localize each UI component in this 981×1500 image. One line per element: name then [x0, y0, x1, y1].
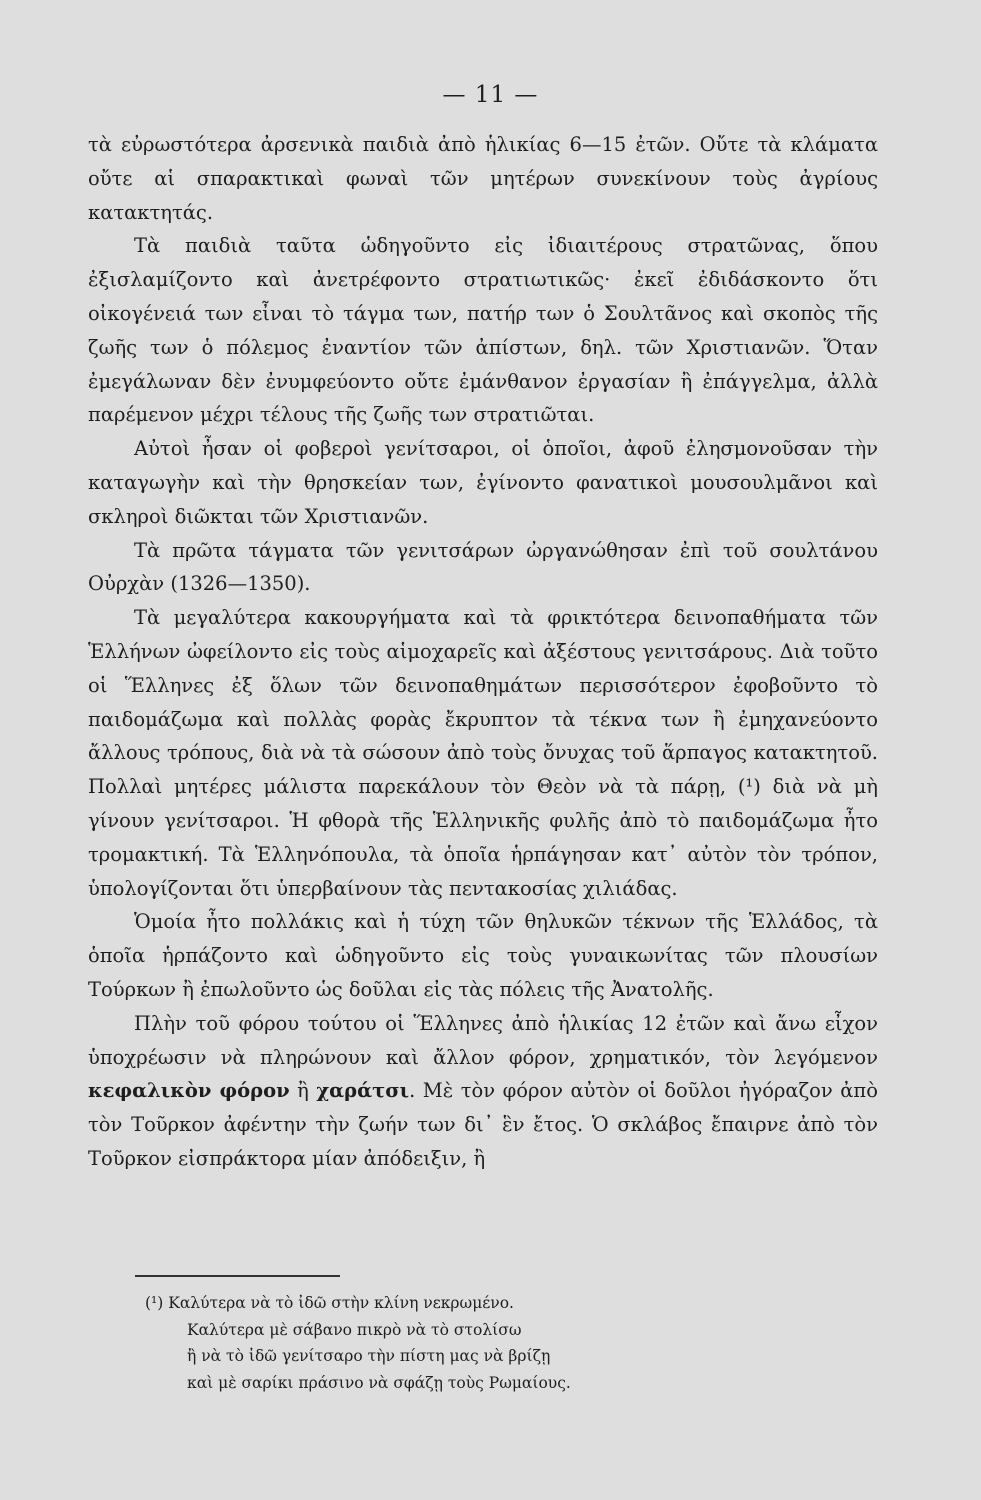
paragraph-2: Τὰ παιδιὰ ταῦτα ὡδηγοῦντο εἰς ἰδιαιτέρους στρατῶνας, ὅπου ἐξισλαμίζοντο καὶ ἀνετρέφοντο στρατιωτικῶς· ἐκεῖ ἐδιδάσκοντο ὅτι οἰκογένειά των εἶναι τὸ τάγμα των, πατήρ των ὁ Σουλτᾶνος καὶ σκοπὸς τῆς ζωῆς των ὁ πόλεμος ἐναντίον τῶν ἀπίστων, δηλ. τῶν Χριστιανῶν. Ὅταν ἐμεγάλωναν δὲν ἐνυμφεύοντο οὔτε ἐμάνθανον ἐργασίαν ἢ ἐπάγγελμα, ἀλλὰ παρέμενον μέχρι τέλους τῆς ζωῆς των στρατιῶται.	[88, 234, 878, 427]
term-kefalikos-foros: κεφαλικὸν φόρον	[88, 1079, 290, 1103]
paragraph-7	[88, 1007, 878, 1176]
footnote-line-4: καὶ μὲ σαρίκι πράσινο νὰ σφάζῃ τοὺς Ρωμαίους.	[187, 1373, 571, 1392]
page-number: — 11 —	[442, 82, 539, 108]
footnote-line-1-text: Καλύτερα νὰ τὸ ἰδῶ στὴν κλίνη νεκρωμένο.	[168, 1294, 514, 1312]
footnote-divider	[135, 1275, 340, 1277]
footnote-line-3: ἢ νὰ τὸ ἰδῶ γενίτσαρο τὴν πίστη μας νὰ βρίζῃ	[187, 1347, 551, 1365]
footnote-line-2: Καλύτερα μὲ σάβανο πικρὸ νὰ τὸ στολίσω	[187, 1320, 522, 1339]
paragraph-7-text-middle: ἢ	[289, 1079, 317, 1103]
footnote	[145, 1290, 705, 1396]
paragraph-7-text-before: Πλὴν τοῦ φόρου τούτου οἱ Ἕλληνες ἀπὸ ἡλικίας 12 ἐτῶν καὶ ἄνω εἶχον ὑποχρέωσιν νὰ πληρώνουν καὶ ἄλλον φόρον, χρηματικόν, τὸν λεγόμενον	[88, 1011, 878, 1069]
footnote-marker: (¹)	[145, 1294, 164, 1312]
paragraph-4: Τὰ πρῶτα τάγματα τῶν γενιτσάρων ὠργανώθησαν ἐπὶ τοῦ σουλτάνου Οὐρχὰν (1326—1350).	[88, 538, 878, 596]
paragraph-1: τὰ εὐρωστότερα ἀρσενικὰ παιδιὰ ἀπὸ ἡλικίας 6—15 ἐτῶν. Οὔτε τὰ κλάματα οὔτε αἱ σπαρακτικαὶ φωναὶ τῶν μητέρων συνεκίνουν τοὺς ἀγρίους κατακτητάς.	[88, 133, 878, 224]
paragraph-3: Αὐτοὶ ἦσαν οἱ φοβεροὶ γενίτσαροι, οἱ ὁποῖοι, ἀφοῦ ἐλησμονοῦσαν τὴν καταγωγὴν καὶ τὴν θρησκείαν των, ἐγίνοντο φανατικοὶ μουσουλμᾶνοι καὶ σκληροὶ διῶκται τῶν Χριστιανῶν.	[88, 437, 878, 528]
paragraph-6: Ὁμοία ἦτο πολλάκις καὶ ἡ τύχη τῶν θηλυκῶν τέκνων τῆς Ἑλλάδος, τὰ ὁποῖα ἡρπάζοντο καὶ ὡδηγοῦντο εἰς τοὺς γυναικωνίτας τῶν πλουσίων Τούρκων ἢ ἐπωλοῦντο ὡς δοῦλαι εἰς τὰς πόλεις τῆς Ἀνατολῆς.	[88, 910, 878, 1001]
footnote-line-1	[145, 1290, 705, 1317]
paragraph-5: Τὰ μεγαλύτερα κακουργήματα καὶ τὰ φρικτότερα δεινοπαθήματα τῶν Ἑλλήνων ὠφείλοντο εἰς τοὺς αἱμοχαρεῖς καὶ ἀξέστους γενιτσάρους. Διὰ τοῦτο οἱ Ἕλληνες ἐξ ὅλων τῶν δεινοπαθημάτων περισσότερον ἐφοβοῦντο τὸ παιδομάζωμα καὶ πολλὰς φορὰς ἔκρυπτον τὰ τέκνα των ἢ ἐμηχανεύοντο ἄλλους τρόπους, διὰ νὰ τὰ σώσουν ἀπὸ τοὺς ὄνυχας τοῦ ἅρπαγος κατακτητοῦ. Πολλαὶ μητέρες μάλιστα παρεκάλουν τὸν Θεὸν νὰ τὰ πάρῃ, (¹) διὰ νὰ μὴ γίνουν γενίτσαροι. Ἡ φθορὰ τῆς Ἑλληνικῆς φυλῆς ἀπὸ τὸ παιδομάζωμα ἦτο τρομακτική. Τὰ Ἑλληνόπουλα, τὰ ὁποῖα ἡρπάγησαν κατ᾽ αὐτὸν τὸν τρόπον, ὑπολογίζονται ὅτι ὑπερβαίνουν τὰς πεντακοσίας χιλιάδας.	[88, 606, 878, 900]
term-charatsi: χαράτσι	[316, 1079, 410, 1103]
body-text	[88, 128, 878, 1176]
paragraph-7-text-after: . Μὲ τὸν φόρον αὐτὸν οἱ δοῦλοι ἠγόραζον ἀπὸ τὸν Τοῦρκον ἀφέντην τὴν ζωήν των δι᾽ ἓν ἔτος. Ὁ σκλάβος ἔπαιρνε ἀπὸ τὸν Τοῦρκον εἰσπράκτορα μίαν ἀπόδειξιν, ἢ	[88, 1079, 878, 1170]
